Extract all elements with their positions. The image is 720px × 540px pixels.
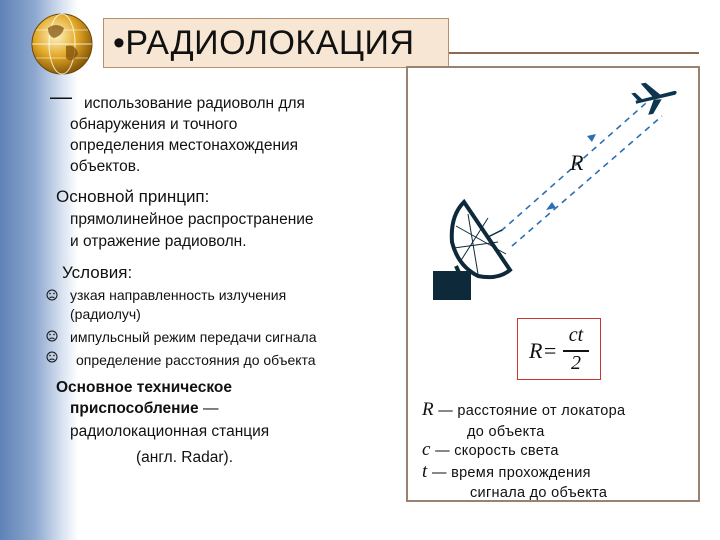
formula-denominator: 2 bbox=[571, 352, 581, 374]
legend-item-cont: сигнала до объекта bbox=[470, 485, 608, 501]
conditions-heading: Условия: bbox=[62, 263, 133, 282]
device-line: радиолокационная станция bbox=[70, 423, 270, 440]
globe-logo-icon bbox=[28, 10, 96, 78]
legend-item-cont: до объекта bbox=[467, 424, 545, 440]
principle-line: прямолинейное распространение bbox=[70, 211, 314, 228]
legend-symbol: t bbox=[422, 461, 428, 482]
radar-dish-icon bbox=[433, 202, 510, 300]
radar-illustration bbox=[406, 66, 700, 502]
definition-line: обнаружения и точного bbox=[70, 116, 238, 133]
condition-item: узкая направленность излучения bbox=[70, 287, 287, 303]
device-line: (англ. Radar). bbox=[136, 449, 233, 466]
legend-text: — расстояние от локатора bbox=[438, 403, 626, 419]
legend-text: — скорость света bbox=[435, 443, 559, 459]
definition-line: определения местонахождения bbox=[70, 137, 299, 154]
definition-line: объектов. bbox=[70, 158, 141, 175]
principle-line: и отражение радиоволн. bbox=[70, 233, 247, 250]
sad-face-icon bbox=[46, 351, 58, 363]
device-heading-line2 bbox=[70, 398, 218, 419]
condition-item: импульсный режим передачи сигнала bbox=[70, 329, 317, 345]
page-title: •РАДИОЛОКАЦИЯ bbox=[113, 24, 415, 62]
legend-text: — время прохождения bbox=[431, 465, 591, 481]
device-heading-word: приспособление bbox=[70, 400, 199, 417]
legend-symbol: R bbox=[422, 399, 434, 420]
device-dash: — bbox=[202, 400, 219, 417]
definition-dash: — bbox=[50, 84, 72, 109]
legend-symbol: c bbox=[422, 439, 431, 460]
definition-line: использование радиоволн для bbox=[84, 95, 305, 112]
legend-item bbox=[422, 401, 625, 420]
title-underline bbox=[449, 52, 699, 54]
formula-numerator: ct bbox=[568, 324, 584, 346]
legend-item bbox=[422, 463, 591, 482]
device-heading: Основное техническое bbox=[56, 379, 232, 396]
distance-label: R bbox=[570, 150, 584, 175]
formula-lhs: R= bbox=[529, 338, 558, 363]
condition-item-cont: (радиолуч) bbox=[70, 306, 141, 322]
legend-item bbox=[422, 441, 559, 460]
principle-heading: Основной принцип: bbox=[56, 187, 210, 206]
sad-face-icon bbox=[46, 330, 58, 342]
sad-face-icon bbox=[46, 289, 58, 301]
condition-item: определение расстояния до объекта bbox=[76, 352, 316, 368]
